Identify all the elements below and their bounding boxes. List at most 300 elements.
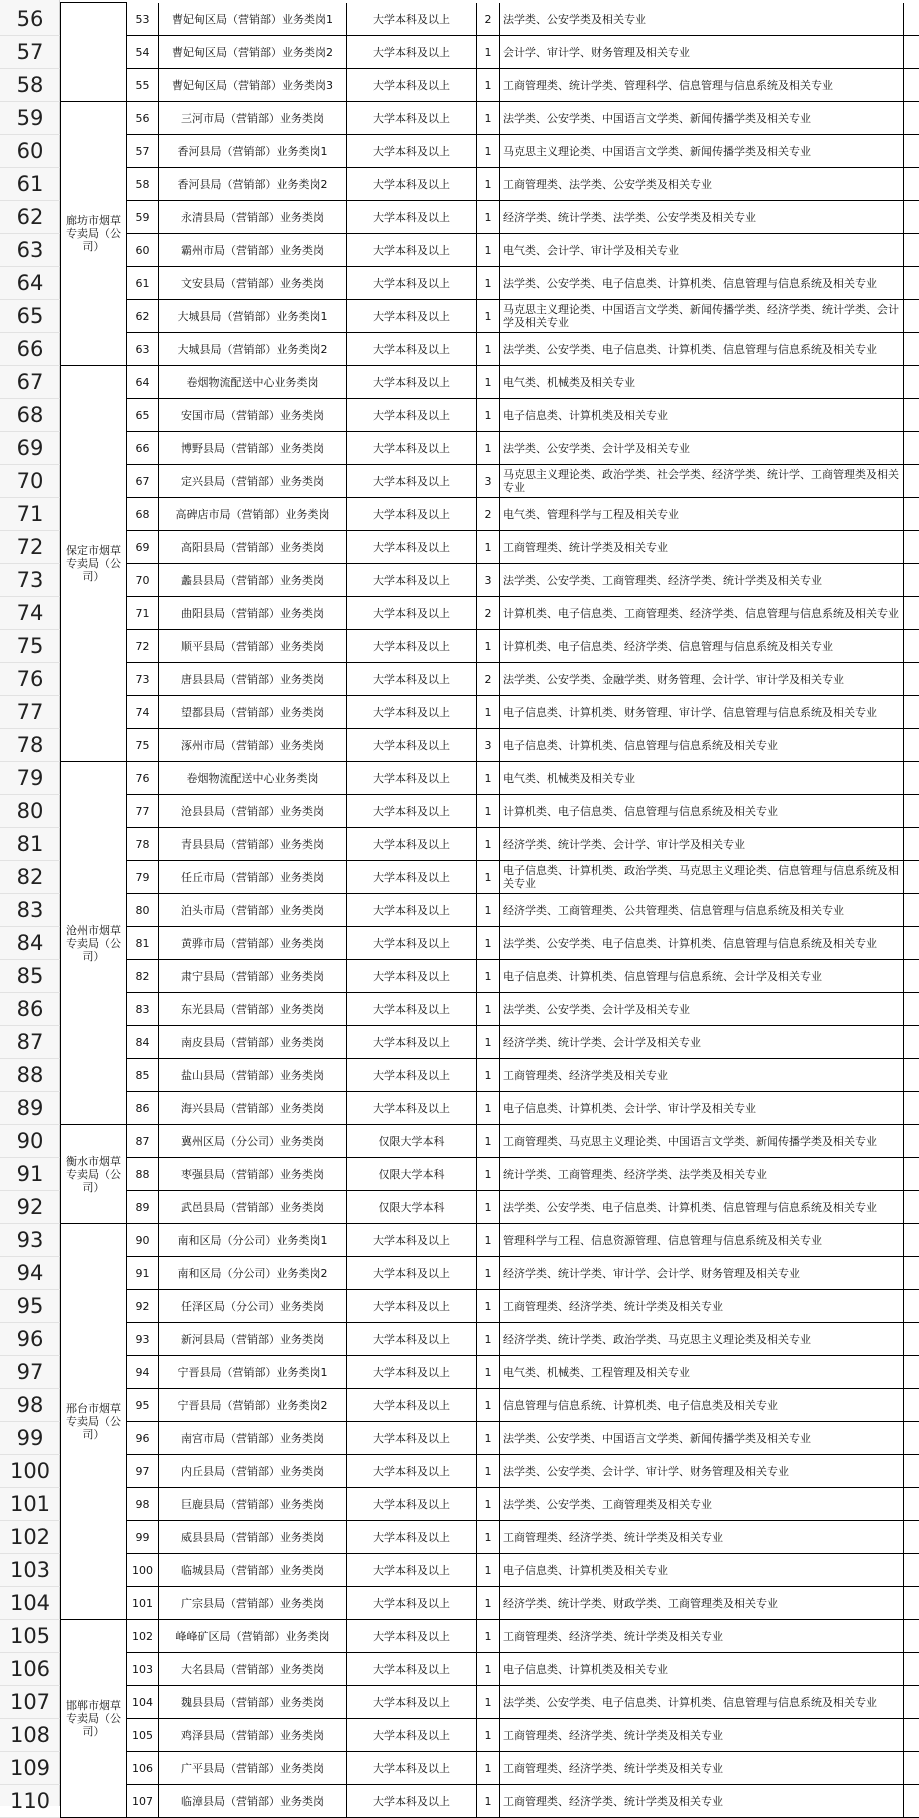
major-cell[interactable]: 管理科学与工程、信息资源管理、信息管理与信息系统及相关专业 bbox=[500, 1224, 904, 1257]
position-cell[interactable]: 曹妃甸区局（营销部）业务类岗3 bbox=[159, 69, 347, 102]
education-cell[interactable]: 大学本科及以上 bbox=[347, 36, 477, 69]
job-code-cell[interactable]: 73 bbox=[127, 663, 159, 696]
position-cell[interactable]: 文安县局（营销部）业务类岗 bbox=[159, 267, 347, 300]
position-cell[interactable]: 广宗县局（营销部）业务类岗 bbox=[159, 1587, 347, 1620]
empty-cell[interactable] bbox=[904, 201, 919, 234]
education-cell[interactable]: 大学本科及以上 bbox=[347, 663, 477, 696]
position-cell[interactable]: 唐县县局（营销部）业务类岗 bbox=[159, 663, 347, 696]
education-cell[interactable]: 大学本科及以上 bbox=[347, 597, 477, 630]
headcount-cell[interactable]: 3 bbox=[477, 465, 500, 498]
education-cell[interactable]: 大学本科及以上 bbox=[347, 1389, 477, 1422]
row-number[interactable]: 104 bbox=[0, 1587, 60, 1620]
empty-cell[interactable] bbox=[904, 1356, 919, 1389]
major-cell[interactable]: 计算机类、电子信息类、经济学类、信息管理与信息系统及相关专业 bbox=[500, 630, 904, 663]
headcount-cell[interactable]: 1 bbox=[477, 1785, 500, 1818]
empty-cell[interactable] bbox=[904, 894, 919, 927]
row-number[interactable]: 78 bbox=[0, 729, 60, 762]
position-cell[interactable]: 曹妃甸区局（营销部）业务类岗2 bbox=[159, 36, 347, 69]
empty-cell[interactable] bbox=[904, 1620, 919, 1653]
education-cell[interactable]: 大学本科及以上 bbox=[347, 564, 477, 597]
job-code-cell[interactable]: 75 bbox=[127, 729, 159, 762]
position-cell[interactable]: 肃宁县局（营销部）业务类岗 bbox=[159, 960, 347, 993]
row-number[interactable]: 70 bbox=[0, 465, 60, 498]
education-cell[interactable]: 大学本科及以上 bbox=[347, 333, 477, 366]
position-cell[interactable]: 峰峰矿区局（营销部）业务类岗 bbox=[159, 1620, 347, 1653]
major-cell[interactable]: 工商管理类、经济学类、统计学类及相关专业 bbox=[500, 1719, 904, 1752]
position-cell[interactable]: 黄骅市局（营销部）业务类岗 bbox=[159, 927, 347, 960]
job-code-cell[interactable]: 59 bbox=[127, 201, 159, 234]
position-cell[interactable]: 宁晋县局（营销部）业务类岗2 bbox=[159, 1389, 347, 1422]
education-cell[interactable]: 大学本科及以上 bbox=[347, 1422, 477, 1455]
headcount-cell[interactable]: 1 bbox=[477, 894, 500, 927]
major-cell[interactable]: 计算机类、电子信息类、信息管理与信息系统及相关专业 bbox=[500, 795, 904, 828]
job-code-cell[interactable]: 91 bbox=[127, 1257, 159, 1290]
education-cell[interactable]: 大学本科及以上 bbox=[347, 1785, 477, 1818]
job-code-cell[interactable]: 89 bbox=[127, 1191, 159, 1224]
empty-cell[interactable] bbox=[904, 3, 919, 36]
headcount-cell[interactable]: 1 bbox=[477, 1752, 500, 1785]
row-number[interactable]: 108 bbox=[0, 1719, 60, 1752]
job-code-cell[interactable]: 78 bbox=[127, 828, 159, 861]
row-number[interactable]: 81 bbox=[0, 828, 60, 861]
headcount-cell[interactable]: 1 bbox=[477, 1719, 500, 1752]
empty-cell[interactable] bbox=[904, 366, 919, 399]
major-cell[interactable]: 工商管理类、经济学类、统计学类及相关专业 bbox=[500, 1290, 904, 1323]
headcount-cell[interactable]: 1 bbox=[477, 1026, 500, 1059]
headcount-cell[interactable]: 1 bbox=[477, 1224, 500, 1257]
education-cell[interactable]: 大学本科及以上 bbox=[347, 201, 477, 234]
position-cell[interactable]: 南宫市局（营销部）业务类岗 bbox=[159, 1422, 347, 1455]
row-number[interactable]: 107 bbox=[0, 1686, 60, 1719]
row-number[interactable]: 58 bbox=[0, 69, 60, 102]
job-code-cell[interactable]: 64 bbox=[127, 366, 159, 399]
position-cell[interactable]: 巨鹿县局（营销部）业务类岗 bbox=[159, 1488, 347, 1521]
headcount-cell[interactable]: 1 bbox=[477, 366, 500, 399]
headcount-cell[interactable]: 1 bbox=[477, 630, 500, 663]
education-cell[interactable]: 大学本科及以上 bbox=[347, 795, 477, 828]
employer-cell[interactable] bbox=[60, 2, 127, 102]
headcount-cell[interactable]: 2 bbox=[477, 498, 500, 531]
headcount-cell[interactable]: 1 bbox=[477, 828, 500, 861]
job-code-cell[interactable]: 77 bbox=[127, 795, 159, 828]
empty-cell[interactable] bbox=[904, 1389, 919, 1422]
empty-cell[interactable] bbox=[904, 861, 919, 894]
major-cell[interactable]: 法学类、公安学类、电子信息类、计算机类、信息管理与信息系统及相关专业 bbox=[500, 267, 904, 300]
empty-cell[interactable] bbox=[904, 102, 919, 135]
position-cell[interactable]: 涿州市局（营销部）业务类岗 bbox=[159, 729, 347, 762]
job-code-cell[interactable]: 96 bbox=[127, 1422, 159, 1455]
major-cell[interactable]: 统计学类、工商管理类、经济学类、法学类及相关专业 bbox=[500, 1158, 904, 1191]
position-cell[interactable]: 香河县局（营销部）业务类岗1 bbox=[159, 135, 347, 168]
major-cell[interactable]: 法学类、公安学类及相关专业 bbox=[500, 3, 904, 36]
row-number[interactable]: 74 bbox=[0, 597, 60, 630]
education-cell[interactable]: 大学本科及以上 bbox=[347, 1521, 477, 1554]
education-cell[interactable]: 大学本科及以上 bbox=[347, 1554, 477, 1587]
major-cell[interactable]: 经济学类、统计学类、政治学类、马克思主义理论类及相关专业 bbox=[500, 1323, 904, 1356]
major-cell[interactable]: 电子信息类、计算机类、财务管理、审计学、信息管理与信息系统及相关专业 bbox=[500, 696, 904, 729]
employer-cell[interactable]: 沧州市烟草专卖局（公司） bbox=[60, 761, 127, 1125]
education-cell[interactable]: 仅限大学本科 bbox=[347, 1125, 477, 1158]
education-cell[interactable]: 大学本科及以上 bbox=[347, 762, 477, 795]
position-cell[interactable]: 博野县局（营销部）业务类岗 bbox=[159, 432, 347, 465]
headcount-cell[interactable]: 1 bbox=[477, 861, 500, 894]
headcount-cell[interactable]: 1 bbox=[477, 960, 500, 993]
row-number[interactable]: 83 bbox=[0, 894, 60, 927]
education-cell[interactable]: 大学本科及以上 bbox=[347, 1026, 477, 1059]
headcount-cell[interactable]: 1 bbox=[477, 1158, 500, 1191]
job-code-cell[interactable]: 102 bbox=[127, 1620, 159, 1653]
empty-cell[interactable] bbox=[904, 1422, 919, 1455]
position-cell[interactable]: 新河县局（营销部）业务类岗 bbox=[159, 1323, 347, 1356]
job-code-cell[interactable]: 94 bbox=[127, 1356, 159, 1389]
position-cell[interactable]: 蠡县县局（营销部）业务类岗 bbox=[159, 564, 347, 597]
education-cell[interactable]: 大学本科及以上 bbox=[347, 1587, 477, 1620]
position-cell[interactable]: 高阳县局（营销部）业务类岗 bbox=[159, 531, 347, 564]
job-code-cell[interactable]: 65 bbox=[127, 399, 159, 432]
position-cell[interactable]: 青县县局（营销部）业务类岗 bbox=[159, 828, 347, 861]
position-cell[interactable]: 威县县局（营销部）业务类岗 bbox=[159, 1521, 347, 1554]
headcount-cell[interactable]: 1 bbox=[477, 1620, 500, 1653]
headcount-cell[interactable]: 1 bbox=[477, 795, 500, 828]
position-cell[interactable]: 宁晋县局（营销部）业务类岗1 bbox=[159, 1356, 347, 1389]
row-number[interactable]: 79 bbox=[0, 762, 60, 795]
major-cell[interactable]: 工商管理类、经济学类、统计学类及相关专业 bbox=[500, 1521, 904, 1554]
job-code-cell[interactable]: 62 bbox=[127, 300, 159, 333]
empty-cell[interactable] bbox=[904, 630, 919, 663]
empty-cell[interactable] bbox=[904, 1521, 919, 1554]
major-cell[interactable]: 电气类、机械类及相关专业 bbox=[500, 762, 904, 795]
education-cell[interactable]: 大学本科及以上 bbox=[347, 1653, 477, 1686]
position-cell[interactable]: 大城县局（营销部）业务类岗2 bbox=[159, 333, 347, 366]
headcount-cell[interactable]: 1 bbox=[477, 1323, 500, 1356]
major-cell[interactable]: 工商管理类、经济学类、统计学类及相关专业 bbox=[500, 1785, 904, 1818]
empty-cell[interactable] bbox=[904, 234, 919, 267]
position-cell[interactable]: 卷烟物流配送中心业务类岗 bbox=[159, 762, 347, 795]
empty-cell[interactable] bbox=[904, 267, 919, 300]
empty-cell[interactable] bbox=[904, 1719, 919, 1752]
employer-cell[interactable]: 邯郸市烟草专卖局（公司） bbox=[60, 1619, 127, 1818]
position-cell[interactable]: 安国市局（营销部）业务类岗 bbox=[159, 399, 347, 432]
major-cell[interactable]: 法学类、公安学类、工商管理类及相关专业 bbox=[500, 1488, 904, 1521]
job-code-cell[interactable]: 88 bbox=[127, 1158, 159, 1191]
position-cell[interactable]: 曹妃甸区局（营销部）业务类岗1 bbox=[159, 3, 347, 36]
empty-cell[interactable] bbox=[904, 333, 919, 366]
job-code-cell[interactable]: 54 bbox=[127, 36, 159, 69]
position-cell[interactable]: 定兴县局（营销部）业务类岗 bbox=[159, 465, 347, 498]
job-code-cell[interactable]: 66 bbox=[127, 432, 159, 465]
education-cell[interactable]: 大学本科及以上 bbox=[347, 1686, 477, 1719]
job-code-cell[interactable]: 76 bbox=[127, 762, 159, 795]
position-cell[interactable]: 大名县局（营销部）业务类岗 bbox=[159, 1653, 347, 1686]
education-cell[interactable]: 大学本科及以上 bbox=[347, 927, 477, 960]
job-code-cell[interactable]: 106 bbox=[127, 1752, 159, 1785]
headcount-cell[interactable]: 1 bbox=[477, 1587, 500, 1620]
row-number[interactable]: 94 bbox=[0, 1257, 60, 1290]
job-code-cell[interactable]: 98 bbox=[127, 1488, 159, 1521]
education-cell[interactable]: 大学本科及以上 bbox=[347, 1257, 477, 1290]
row-number[interactable]: 61 bbox=[0, 168, 60, 201]
job-code-cell[interactable]: 80 bbox=[127, 894, 159, 927]
major-cell[interactable]: 工商管理类、马克思主义理论类、中国语言文学类、新闻传播学类及相关专业 bbox=[500, 1125, 904, 1158]
empty-cell[interactable] bbox=[904, 828, 919, 861]
education-cell[interactable]: 仅限大学本科 bbox=[347, 1191, 477, 1224]
major-cell[interactable]: 电子信息类、计算机类及相关专业 bbox=[500, 399, 904, 432]
education-cell[interactable]: 仅限大学本科 bbox=[347, 1158, 477, 1191]
position-cell[interactable]: 霸州市局（营销部）业务类岗 bbox=[159, 234, 347, 267]
headcount-cell[interactable]: 1 bbox=[477, 1092, 500, 1125]
empty-cell[interactable] bbox=[904, 1290, 919, 1323]
major-cell[interactable]: 工商管理类、经济学类、统计学类及相关专业 bbox=[500, 1620, 904, 1653]
headcount-cell[interactable]: 1 bbox=[477, 1455, 500, 1488]
empty-cell[interactable] bbox=[904, 1092, 919, 1125]
job-code-cell[interactable]: 68 bbox=[127, 498, 159, 531]
job-code-cell[interactable]: 83 bbox=[127, 993, 159, 1026]
position-cell[interactable]: 南和区局（分公司）业务类岗1 bbox=[159, 1224, 347, 1257]
empty-cell[interactable] bbox=[904, 465, 919, 498]
empty-cell[interactable] bbox=[904, 762, 919, 795]
job-code-cell[interactable]: 61 bbox=[127, 267, 159, 300]
major-cell[interactable]: 经济学类、统计学类、会计学及相关专业 bbox=[500, 1026, 904, 1059]
headcount-cell[interactable]: 1 bbox=[477, 1059, 500, 1092]
row-number[interactable]: 62 bbox=[0, 201, 60, 234]
major-cell[interactable]: 法学类、公安学类、会计学、审计学、财务管理及相关专业 bbox=[500, 1455, 904, 1488]
row-number[interactable]: 64 bbox=[0, 267, 60, 300]
job-code-cell[interactable]: 70 bbox=[127, 564, 159, 597]
row-number[interactable]: 85 bbox=[0, 960, 60, 993]
row-number[interactable]: 63 bbox=[0, 234, 60, 267]
row-number[interactable]: 82 bbox=[0, 861, 60, 894]
job-code-cell[interactable]: 79 bbox=[127, 861, 159, 894]
row-number[interactable]: 90 bbox=[0, 1125, 60, 1158]
row-number[interactable]: 109 bbox=[0, 1752, 60, 1785]
major-cell[interactable]: 电气类、机械类及相关专业 bbox=[500, 366, 904, 399]
education-cell[interactable]: 大学本科及以上 bbox=[347, 399, 477, 432]
education-cell[interactable]: 大学本科及以上 bbox=[347, 1092, 477, 1125]
headcount-cell[interactable]: 1 bbox=[477, 234, 500, 267]
headcount-cell[interactable]: 1 bbox=[477, 1554, 500, 1587]
headcount-cell[interactable]: 1 bbox=[477, 333, 500, 366]
position-cell[interactable]: 海兴县局（营销部）业务类岗 bbox=[159, 1092, 347, 1125]
row-number[interactable]: 60 bbox=[0, 135, 60, 168]
job-code-cell[interactable]: 55 bbox=[127, 69, 159, 102]
job-code-cell[interactable]: 92 bbox=[127, 1290, 159, 1323]
headcount-cell[interactable]: 1 bbox=[477, 69, 500, 102]
job-code-cell[interactable]: 87 bbox=[127, 1125, 159, 1158]
job-code-cell[interactable]: 84 bbox=[127, 1026, 159, 1059]
position-cell[interactable]: 南和区局（分公司）业务类岗2 bbox=[159, 1257, 347, 1290]
position-cell[interactable]: 曲阳县局（营销部）业务类岗 bbox=[159, 597, 347, 630]
education-cell[interactable]: 大学本科及以上 bbox=[347, 861, 477, 894]
employer-cell[interactable]: 廊坊市烟草专卖局（公司） bbox=[60, 101, 127, 366]
row-number[interactable]: 99 bbox=[0, 1422, 60, 1455]
row-number[interactable]: 76 bbox=[0, 663, 60, 696]
position-cell[interactable]: 三河市局（营销部）业务类岗 bbox=[159, 102, 347, 135]
position-cell[interactable]: 南皮县局（营销部）业务类岗 bbox=[159, 1026, 347, 1059]
row-number[interactable]: 93 bbox=[0, 1224, 60, 1257]
headcount-cell[interactable]: 1 bbox=[477, 399, 500, 432]
row-number[interactable]: 91 bbox=[0, 1158, 60, 1191]
headcount-cell[interactable]: 1 bbox=[477, 168, 500, 201]
headcount-cell[interactable]: 1 bbox=[477, 300, 500, 333]
education-cell[interactable]: 大学本科及以上 bbox=[347, 168, 477, 201]
empty-cell[interactable] bbox=[904, 135, 919, 168]
education-cell[interactable]: 大学本科及以上 bbox=[347, 465, 477, 498]
job-code-cell[interactable]: 107 bbox=[127, 1785, 159, 1818]
major-cell[interactable]: 法学类、公安学类、电子信息类、计算机类、信息管理与信息系统及相关专业 bbox=[500, 333, 904, 366]
row-number[interactable]: 66 bbox=[0, 333, 60, 366]
empty-cell[interactable] bbox=[904, 1554, 919, 1587]
education-cell[interactable]: 大学本科及以上 bbox=[347, 432, 477, 465]
position-cell[interactable]: 魏县县局（营销部）业务类岗 bbox=[159, 1686, 347, 1719]
major-cell[interactable]: 法学类、公安学类、会计学及相关专业 bbox=[500, 432, 904, 465]
education-cell[interactable]: 大学本科及以上 bbox=[347, 828, 477, 861]
headcount-cell[interactable]: 2 bbox=[477, 597, 500, 630]
job-code-cell[interactable]: 72 bbox=[127, 630, 159, 663]
empty-cell[interactable] bbox=[904, 1785, 919, 1818]
job-code-cell[interactable]: 101 bbox=[127, 1587, 159, 1620]
position-cell[interactable]: 望都县局（营销部）业务类岗 bbox=[159, 696, 347, 729]
position-cell[interactable]: 高碑店市局（营销部）业务类岗 bbox=[159, 498, 347, 531]
education-cell[interactable]: 大学本科及以上 bbox=[347, 1290, 477, 1323]
row-number[interactable]: 84 bbox=[0, 927, 60, 960]
row-number[interactable]: 96 bbox=[0, 1323, 60, 1356]
empty-cell[interactable] bbox=[904, 399, 919, 432]
education-cell[interactable]: 大学本科及以上 bbox=[347, 135, 477, 168]
empty-cell[interactable] bbox=[904, 729, 919, 762]
row-number[interactable]: 68 bbox=[0, 399, 60, 432]
education-cell[interactable]: 大学本科及以上 bbox=[347, 366, 477, 399]
headcount-cell[interactable]: 1 bbox=[477, 1356, 500, 1389]
headcount-cell[interactable]: 3 bbox=[477, 729, 500, 762]
empty-cell[interactable] bbox=[904, 1686, 919, 1719]
job-code-cell[interactable]: 57 bbox=[127, 135, 159, 168]
row-number[interactable]: 57 bbox=[0, 36, 60, 69]
major-cell[interactable]: 电子信息类、计算机类及相关专业 bbox=[500, 1554, 904, 1587]
job-code-cell[interactable]: 74 bbox=[127, 696, 159, 729]
headcount-cell[interactable]: 1 bbox=[477, 1422, 500, 1455]
row-number[interactable]: 92 bbox=[0, 1191, 60, 1224]
row-number[interactable]: 98 bbox=[0, 1389, 60, 1422]
headcount-cell[interactable]: 1 bbox=[477, 1686, 500, 1719]
position-cell[interactable]: 任丘市局（营销部）业务类岗 bbox=[159, 861, 347, 894]
employer-cell[interactable]: 邢台市烟草专卖局（公司） bbox=[60, 1223, 127, 1620]
education-cell[interactable]: 大学本科及以上 bbox=[347, 267, 477, 300]
position-cell[interactable]: 临漳县局（营销部）业务类岗 bbox=[159, 1785, 347, 1818]
position-cell[interactable]: 鸡泽县局（营销部）业务类岗 bbox=[159, 1719, 347, 1752]
headcount-cell[interactable]: 1 bbox=[477, 531, 500, 564]
job-code-cell[interactable]: 53 bbox=[127, 3, 159, 36]
headcount-cell[interactable]: 1 bbox=[477, 1389, 500, 1422]
education-cell[interactable]: 大学本科及以上 bbox=[347, 696, 477, 729]
education-cell[interactable]: 大学本科及以上 bbox=[347, 531, 477, 564]
headcount-cell[interactable]: 1 bbox=[477, 201, 500, 234]
major-cell[interactable]: 电气类、机械类、工程管理及相关专业 bbox=[500, 1356, 904, 1389]
empty-cell[interactable] bbox=[904, 663, 919, 696]
position-cell[interactable]: 泊头市局（营销部）业务类岗 bbox=[159, 894, 347, 927]
headcount-cell[interactable]: 1 bbox=[477, 1488, 500, 1521]
position-cell[interactable]: 武邑县局（营销部）业务类岗 bbox=[159, 1191, 347, 1224]
major-cell[interactable]: 电子信息类、计算机类及相关专业 bbox=[500, 1653, 904, 1686]
headcount-cell[interactable]: 1 bbox=[477, 1125, 500, 1158]
major-cell[interactable]: 工商管理类、统计学类、管理科学、信息管理与信息系统及相关专业 bbox=[500, 69, 904, 102]
empty-cell[interactable] bbox=[904, 1752, 919, 1785]
row-number[interactable]: 95 bbox=[0, 1290, 60, 1323]
empty-cell[interactable] bbox=[904, 531, 919, 564]
empty-cell[interactable] bbox=[904, 993, 919, 1026]
row-number[interactable]: 69 bbox=[0, 432, 60, 465]
row-number[interactable]: 87 bbox=[0, 1026, 60, 1059]
job-code-cell[interactable]: 56 bbox=[127, 102, 159, 135]
job-code-cell[interactable]: 71 bbox=[127, 597, 159, 630]
empty-cell[interactable] bbox=[904, 1488, 919, 1521]
major-cell[interactable]: 电子信息类、计算机类、会计学、审计学及相关专业 bbox=[500, 1092, 904, 1125]
row-number[interactable]: 73 bbox=[0, 564, 60, 597]
employer-cell[interactable]: 衡水市烟草专卖局（公司） bbox=[60, 1124, 127, 1224]
empty-cell[interactable] bbox=[904, 1026, 919, 1059]
row-number[interactable]: 72 bbox=[0, 531, 60, 564]
job-code-cell[interactable]: 97 bbox=[127, 1455, 159, 1488]
position-cell[interactable]: 枣强县局（营销部）业务类岗 bbox=[159, 1158, 347, 1191]
education-cell[interactable]: 大学本科及以上 bbox=[347, 1752, 477, 1785]
headcount-cell[interactable]: 2 bbox=[477, 663, 500, 696]
job-code-cell[interactable]: 104 bbox=[127, 1686, 159, 1719]
row-number[interactable]: 101 bbox=[0, 1488, 60, 1521]
major-cell[interactable]: 法学类、公安学类、电子信息类、计算机类、信息管理与信息系统及相关专业 bbox=[500, 1686, 904, 1719]
empty-cell[interactable] bbox=[904, 69, 919, 102]
empty-cell[interactable] bbox=[904, 1224, 919, 1257]
position-cell[interactable]: 顺平县局（营销部）业务类岗 bbox=[159, 630, 347, 663]
row-number[interactable]: 56 bbox=[0, 3, 60, 36]
headcount-cell[interactable]: 1 bbox=[477, 993, 500, 1026]
empty-cell[interactable] bbox=[904, 1059, 919, 1092]
major-cell[interactable]: 信息管理与信息系统、计算机类、电子信息类及相关专业 bbox=[500, 1389, 904, 1422]
major-cell[interactable]: 马克思主义理论类、政治学类、社会学类、经济学类、统计学、工商管理类及相关专业 bbox=[500, 465, 904, 498]
major-cell[interactable]: 经济学类、统计学类、法学类、公安学类及相关专业 bbox=[500, 201, 904, 234]
position-cell[interactable]: 大城县局（营销部）业务类岗1 bbox=[159, 300, 347, 333]
row-number[interactable]: 89 bbox=[0, 1092, 60, 1125]
job-code-cell[interactable]: 99 bbox=[127, 1521, 159, 1554]
major-cell[interactable]: 电气类、管理科学与工程及相关专业 bbox=[500, 498, 904, 531]
major-cell[interactable]: 会计学、审计学、财务管理及相关专业 bbox=[500, 36, 904, 69]
major-cell[interactable]: 经济学类、统计学类、会计学、审计学及相关专业 bbox=[500, 828, 904, 861]
education-cell[interactable]: 大学本科及以上 bbox=[347, 1224, 477, 1257]
row-number[interactable]: 59 bbox=[0, 102, 60, 135]
empty-cell[interactable] bbox=[904, 432, 919, 465]
job-code-cell[interactable]: 95 bbox=[127, 1389, 159, 1422]
empty-cell[interactable] bbox=[904, 36, 919, 69]
position-cell[interactable]: 香河县局（营销部）业务类岗2 bbox=[159, 168, 347, 201]
row-number[interactable]: 71 bbox=[0, 498, 60, 531]
education-cell[interactable]: 大学本科及以上 bbox=[347, 1356, 477, 1389]
job-code-cell[interactable]: 82 bbox=[127, 960, 159, 993]
major-cell[interactable]: 法学类、公安学类、金融学类、财务管理、会计学、审计学及相关专业 bbox=[500, 663, 904, 696]
major-cell[interactable]: 法学类、公安学类、中国语言文学类、新闻传播学类及相关专业 bbox=[500, 1422, 904, 1455]
empty-cell[interactable] bbox=[904, 168, 919, 201]
major-cell[interactable]: 工商管理类、统计学类及相关专业 bbox=[500, 531, 904, 564]
position-cell[interactable]: 盐山县局（营销部）业务类岗 bbox=[159, 1059, 347, 1092]
empty-cell[interactable] bbox=[904, 795, 919, 828]
headcount-cell[interactable]: 1 bbox=[477, 762, 500, 795]
empty-cell[interactable] bbox=[904, 1587, 919, 1620]
headcount-cell[interactable]: 3 bbox=[477, 564, 500, 597]
row-number[interactable]: 110 bbox=[0, 1785, 60, 1818]
major-cell[interactable]: 经济学类、工商管理类、公共管理类、信息管理与信息系统及相关专业 bbox=[500, 894, 904, 927]
row-number[interactable]: 67 bbox=[0, 366, 60, 399]
education-cell[interactable]: 大学本科及以上 bbox=[347, 894, 477, 927]
employer-cell[interactable]: 保定市烟草专卖局（公司） bbox=[60, 365, 127, 762]
major-cell[interactable]: 法学类、公安学类、电子信息类、计算机类、信息管理与信息系统及相关专业 bbox=[500, 927, 904, 960]
position-cell[interactable]: 沧县县局（营销部）业务类岗 bbox=[159, 795, 347, 828]
